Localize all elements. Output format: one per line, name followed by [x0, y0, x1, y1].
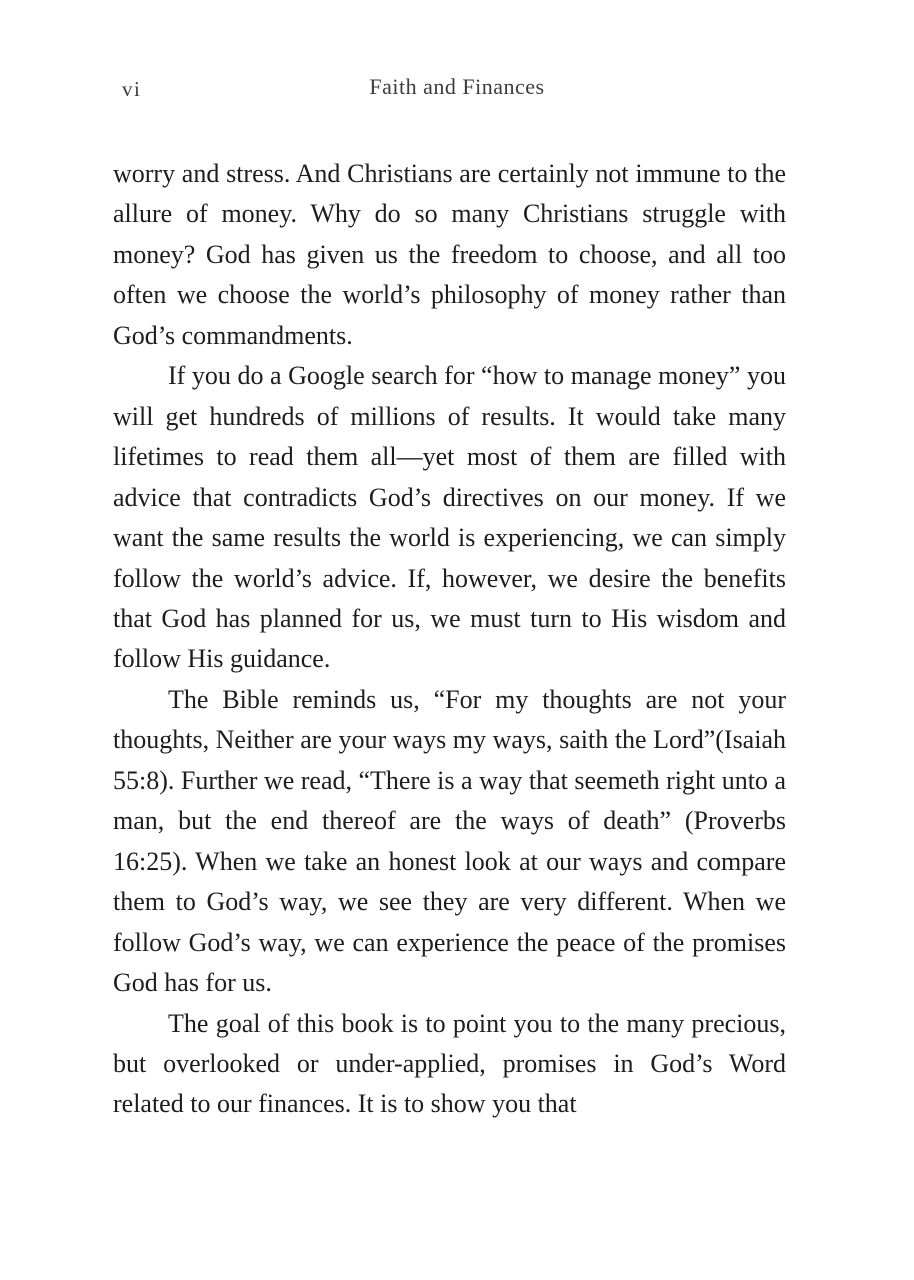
- paragraph: The Bible reminds us, “For my thoughts are not your thoughts, Neither are your ways my ways, saith the Lord”(Isaiah 55:8). Further we read, “There is a way that seemeth right unto a man, but the end thereof are the ways of death” (Proverbs 16:25). When we take an honest look at our ways and compare them to God’s way, we see they are very different. When we follow God’s way, we can experience the peace of the promises God has for us.: [113, 684, 786, 998]
- page-header: [0, 74, 914, 104]
- paragraph: The goal of this book is to point you to the many precious, but overlooked or under-applied, promises in God’s Word related to our finances. It is to show you that: [113, 1008, 786, 1119]
- paragraph: If you do a Google search for “how to manage money” you will get hundreds of millions of results. It would take many lifetimes to read them all—yet most of them are filled with advice that contradicts God’s directives on our money. If we want the same results the world is experiencing, we can simply follow the world’s advice. If, however, we desire the benefits that God has planned for us, we must turn to His wisdom and follow His guidance.: [113, 361, 786, 674]
- running-title: Faith and Finances: [369, 74, 545, 99]
- paragraph: worry and stress. And Christians are certainly not immune to the allure of money. Why do so many Christians struggle with money? God has given us the freedom to choose, and all too often we choose the world’s philosophy of money rather than God’s commandments.: [113, 159, 786, 350]
- page-number: vi: [122, 77, 142, 101]
- body-text: [113, 154, 786, 1125]
